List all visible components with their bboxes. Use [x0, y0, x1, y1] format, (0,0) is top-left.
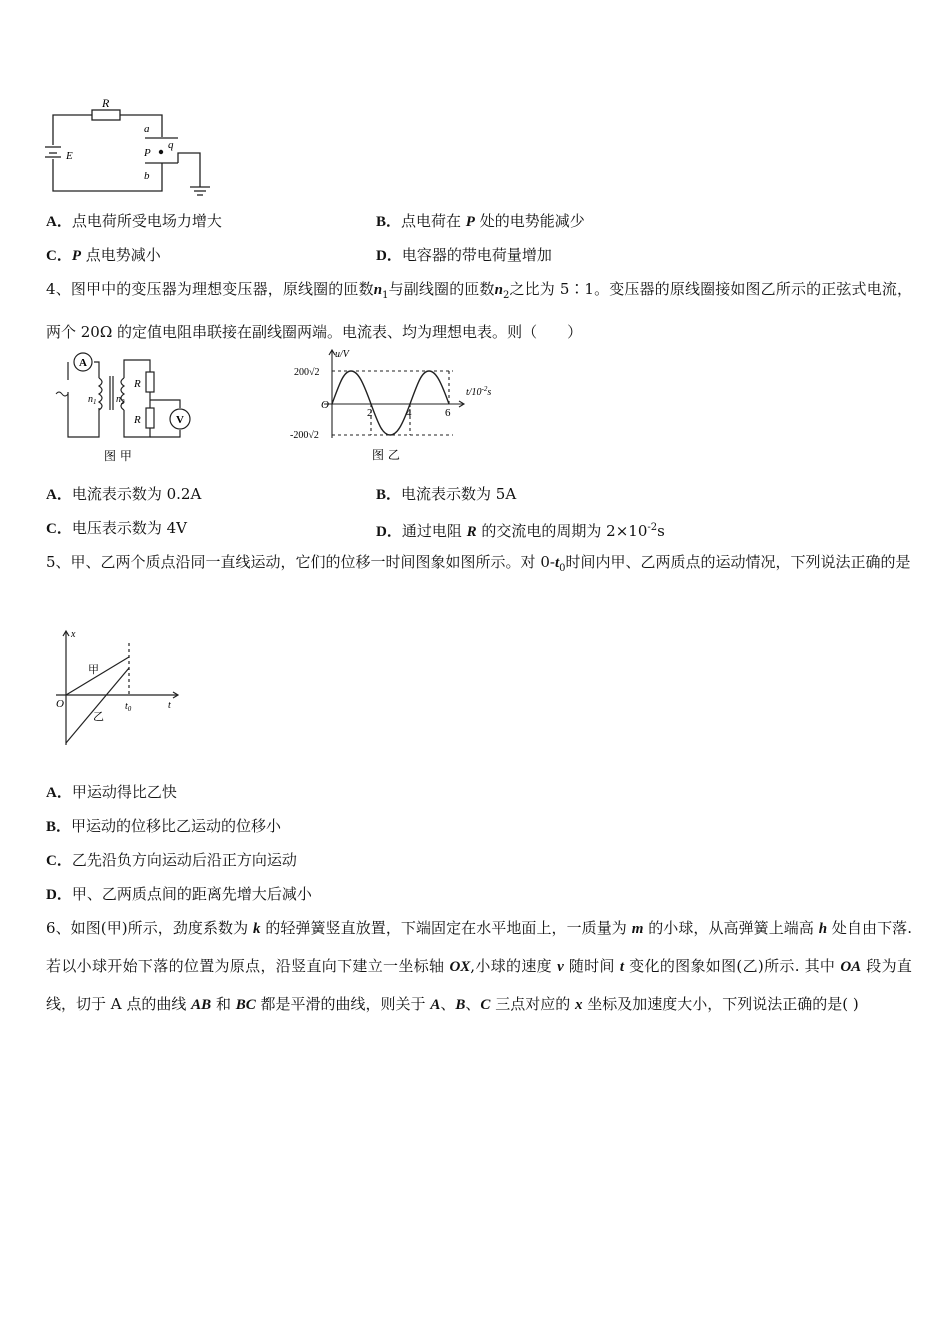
tick-6: 6 — [445, 407, 451, 419]
ac-source-icon — [56, 392, 68, 396]
label-q: q — [168, 139, 174, 151]
q5-option-b[interactable]: B．甲运动的位移比乙运动的位移小 — [46, 817, 282, 835]
t-axis-label: t — [168, 700, 171, 711]
origin-label: O — [56, 698, 64, 710]
x-axis-label: x — [71, 629, 76, 640]
q5-option-c[interactable]: C．乙先沿负方向运动后沿正方向运动 — [46, 851, 297, 869]
q5-option-d[interactable]: D．甲、乙两质点间的距离先增大后减小 — [46, 885, 312, 903]
q4-option-a[interactable]: A．电流表示数为 0.2A — [46, 485, 202, 503]
x-axis-label: $t/10^{-2}s$ — [466, 385, 492, 398]
q3-option-b[interactable]: B．点电荷在 P 处的电势能减少 — [376, 212, 585, 230]
ammeter-icon: A — [79, 357, 87, 369]
voltmeter-icon: V — [176, 414, 184, 426]
q4-option-c[interactable]: C．电压表示数为 4V — [46, 519, 187, 537]
question-5-text: 5、甲、乙两个质点沿同一直线运动，它们的位移一时间图象如图所示。对 $0-t_0$时间内甲、乙两质点的运动情况，下列说法正确的是 — [46, 553, 911, 574]
y-max-label: 200√2 — [294, 367, 320, 378]
t0-label: $t_0$ — [125, 701, 132, 713]
label-E: E — [66, 150, 73, 162]
label-b: b — [144, 170, 150, 182]
label-a: a — [144, 123, 150, 135]
q4-option-b[interactable]: B．电流表示数为 5A — [376, 485, 517, 503]
y-min-label: -200√2 — [290, 430, 319, 441]
sine-curve — [332, 371, 449, 435]
figure-jia-caption: 图 甲 — [104, 449, 132, 463]
origin-label: O — [321, 399, 329, 411]
question-6-text: 6、如图(甲)所示，劲度系数为 k 的轻弹簧竖直放置，下端固定在水平地面上，一质量为 m 的小球，从高弹簧上端高 h 处自由下落. 若以小球开始下落的位置为原点，沿竖直向下建立一坐标轴 OX,小球的速度 v 随时间 t 变化的图象如图(乙)所示. 其中 OA 段为直线，切于 A 点的曲线 AB 和 BC 都是平滑的曲线，则关于 A、B、C 三点对应的 x 坐标及加速度大小，下列说法正确的是( ) — [46, 919, 912, 1013]
y-axis-label: u/V — [335, 349, 349, 360]
charge-dot — [159, 150, 163, 154]
label-R-top: R — [134, 378, 141, 390]
label-R: R — [102, 96, 110, 110]
q3-option-c[interactable]: C．P 点电势减小 — [46, 246, 161, 264]
position-time-figure — [50, 625, 185, 750]
label-n2: $n_2$ — [116, 394, 125, 406]
label-P: P — [144, 147, 151, 159]
capacitor-circuit-figure — [40, 95, 220, 200]
tick-2: 2 — [367, 407, 373, 419]
q4-option-d[interactable]: D．通过电阻 R 的交流电的周期为 $2\times 10^{-2}s$ — [376, 522, 665, 540]
label-jia: 甲 — [88, 663, 99, 676]
figure-yi-caption: 图 乙 — [372, 448, 400, 462]
label-R-bottom: R — [134, 414, 141, 426]
label-n1: $n_1$ — [88, 394, 97, 406]
transformer-circuit-figure — [52, 350, 202, 468]
q3-option-d[interactable]: D．电容器的带电荷量增加 — [376, 246, 552, 264]
tick-4: 4 — [406, 407, 412, 419]
q5-option-a[interactable]: A．甲运动得比乙快 — [46, 783, 177, 801]
q3-option-a[interactable]: A．点电荷所受电场力增大 — [46, 212, 222, 230]
label-yi: 乙 — [93, 710, 104, 723]
sine-wave-figure — [288, 348, 508, 470]
question-4-text: 4、图甲中的变压器为理想变压器，原线圈的匝数$n_1$与副线圈的匝数$n_2$之比为 5∶1。变压器的原线圈接如图乙所示的正弦式电流，两个 20Ω 的定值电阻串联接在副线圈两端。电流表、均为理想电表。则（ ） — [46, 280, 912, 341]
